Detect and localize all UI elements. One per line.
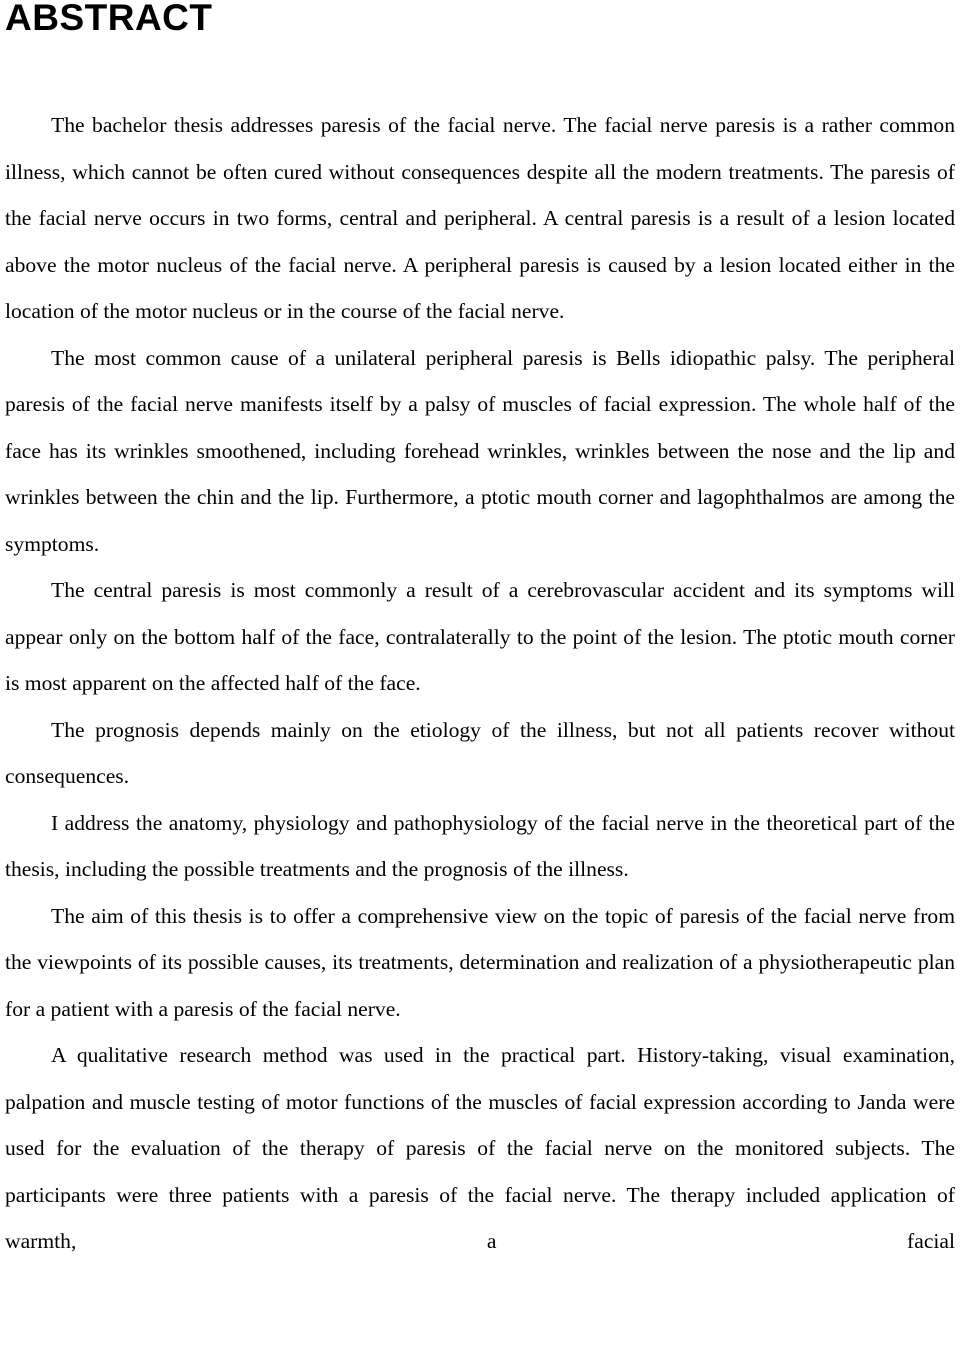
paragraph-4: The prognosis depends mainly on the etiology of the illness, but not all patients recover without consequences. — [5, 717, 955, 788]
paragraph-3: The central paresis is most commonly a result of a cerebrovascular accident and its symptoms will appear only on the bottom half of the face, contralaterally to the point of the lesion. The ptotic mouth corner is most apparent on the affected half of the face. — [5, 578, 955, 695]
abstract-heading: ABSTRACT — [5, 0, 213, 38]
paragraph-1: The bachelor thesis addresses paresis of the facial nerve. The facial nerve paresis is a rather common illness, which cannot be often cured without consequences despite all the modern treatments. The paresis of the facial nerve occurs in two forms, central and peripheral. A central paresis is a result of a lesion located above the motor nucleus of the facial nerve. A peripheral paresis is caused by a lesion located either in the location of the motor nucleus or in the course of the facial nerve. — [5, 113, 955, 323]
paragraph-2: The most common cause of a unilateral peripheral paresis is Bells idiopathic palsy. The peripheral paresis of the facial nerve manifests itself by a palsy of muscles of facial expression. The whole half of the face has its wrinkles smoothened, including forehead wrinkles, wrinkles between the nose and the lip and wrinkles between the chin and the lip. Furthermore, a ptotic mouth corner and lagophthalmos are among the symptoms. — [5, 345, 955, 556]
paragraph-6: The aim of this thesis is to offer a comprehensive view on the topic of paresis of the facial nerve from the viewpoints of its possible causes, its treatments, determination and realization of a physiotherapeutic plan for a patient with a paresis of the facial nerve. — [5, 903, 955, 1021]
paragraph-5: I address the anatomy, physiology and pathophysiology of the facial nerve in the theoretical part of the thesis, including the possible treatments and the prognosis of the illness. — [5, 810, 955, 881]
abstract-body — [5, 102, 955, 1265]
paragraph-7: A qualitative research method was used in the practical part. History-taking, visual examination, palpation and muscle testing of motor functions of the muscles of facial expression according to Janda were used for the evaluation of the therapy of paresis of the facial nerve on the monitored subjects. The participants were three patients with a paresis of the facial nerve. The therapy included application of warmth, a facial — [5, 1043, 955, 1253]
